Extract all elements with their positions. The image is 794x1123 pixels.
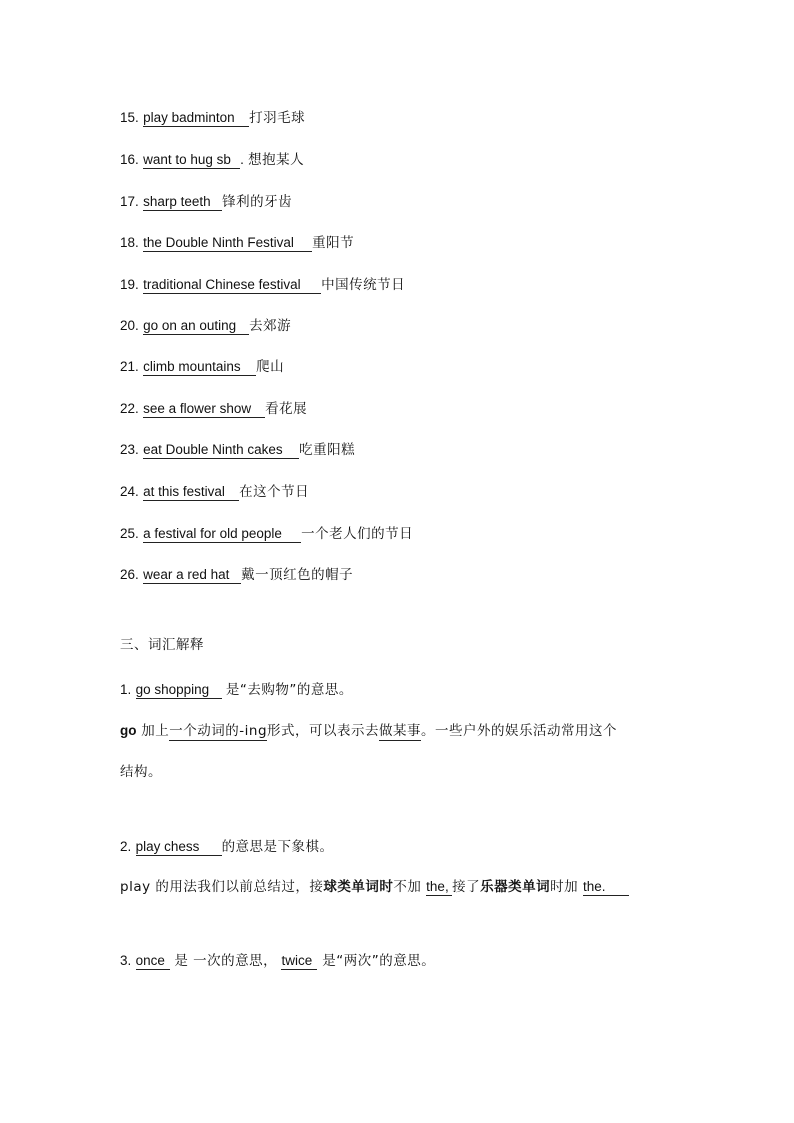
item-number: 1.	[120, 682, 132, 697]
vocab-chinese: 爬山	[256, 359, 285, 375]
blank-answer: 做某事	[379, 723, 422, 739]
vocab-chinese: 想抱某人	[248, 152, 305, 168]
vocab-item	[120, 565, 353, 585]
vocab-number: 21.	[120, 359, 139, 374]
vocab-item	[120, 482, 309, 502]
vocab-chinese: 在这个节日	[239, 484, 310, 500]
keyword-go: go	[120, 723, 137, 738]
vocab-english: a festival for old people	[143, 525, 301, 543]
vocab-english: the Double Ninth Festival	[143, 234, 312, 252]
item-number: 2.	[120, 839, 132, 854]
vocab-item	[120, 192, 292, 212]
paragraph-text: 是“两次”的意思。	[317, 953, 436, 969]
vocab-chinese: 看花展	[265, 401, 308, 417]
paragraph-text: 。一些户外的娱乐活动常用这个	[421, 723, 618, 739]
term-blank: go shopping	[136, 681, 222, 699]
vocab-english: go on an outing	[143, 317, 249, 335]
vocab-item	[120, 275, 405, 295]
bold-phrase: 乐器类单词	[480, 879, 551, 895]
vocab-chinese: 去郊游	[249, 318, 292, 334]
vocab-number: 26.	[120, 567, 139, 582]
vocab-number: 18.	[120, 235, 139, 250]
vocab-period: .	[240, 152, 244, 167]
term-meaning: 是“去购物”的意思。	[225, 682, 353, 698]
paragraph-text: 形式，可以表示去	[267, 723, 380, 739]
vocab-chinese: 中国传统节日	[321, 277, 406, 293]
term-blank: once	[136, 952, 170, 970]
explanation-item-3	[120, 951, 435, 971]
vocab-chinese: 一个老人们的节日	[301, 526, 414, 542]
vocab-number: 15.	[120, 110, 139, 125]
vocab-number: 19.	[120, 277, 139, 292]
paragraph-text: 接了	[452, 879, 481, 895]
blank-answer: the,	[426, 878, 452, 896]
vocab-item	[120, 440, 355, 460]
blank-answer: 一个动词的-ing	[169, 723, 268, 739]
explanation-paragraph	[120, 721, 617, 741]
blank-answer: the.	[583, 878, 629, 896]
vocab-item	[120, 150, 304, 170]
vocab-english: play badminton	[143, 109, 249, 127]
vocab-number: 22.	[120, 401, 139, 416]
vocab-english: at this festival	[143, 483, 239, 501]
vocab-english: climb mountains	[143, 358, 256, 376]
vocab-number: 25.	[120, 526, 139, 541]
vocab-english: traditional Chinese festival	[143, 276, 321, 294]
term-meaning: 的意思是下象棋。	[221, 839, 334, 855]
paragraph-text: 结构。	[120, 764, 162, 780]
explanation-paragraph	[120, 877, 629, 897]
item-number: 3.	[120, 953, 132, 968]
paragraph-text: 不加	[393, 879, 427, 895]
vocab-english: eat Double Ninth cakes	[143, 441, 299, 459]
vocab-number: 20.	[120, 318, 139, 333]
vocab-english: wear a red hat	[143, 566, 241, 584]
term-blank: twice	[281, 952, 317, 970]
vocab-item	[120, 357, 284, 377]
vocab-item	[120, 108, 305, 128]
vocab-chinese: 吃重阳糕	[299, 442, 356, 458]
vocab-chinese: 重阳节	[312, 235, 355, 251]
paragraph-text: 加上	[136, 723, 170, 739]
vocab-english: sharp teeth	[143, 193, 222, 211]
explanation-item-2	[120, 837, 334, 857]
vocab-number: 17.	[120, 194, 139, 209]
vocab-item	[120, 233, 354, 253]
vocab-english: want to hug sb	[143, 151, 240, 169]
vocab-number: 23.	[120, 442, 139, 457]
vocab-chinese: 打羽毛球	[249, 110, 306, 126]
vocab-english: see a flower show	[143, 400, 265, 418]
paragraph-text: play 的用法我们以前总结过，接	[120, 879, 324, 895]
vocab-item	[120, 399, 307, 419]
vocab-chinese: 锋利的牙齿	[222, 194, 293, 210]
paragraph-text: 是 一次的意思，	[169, 953, 278, 969]
vocab-number: 16.	[120, 152, 139, 167]
section-heading: 三、词汇解释	[120, 637, 204, 653]
vocab-number: 24.	[120, 484, 139, 499]
vocab-item	[120, 316, 291, 336]
explanation-item-1	[120, 680, 353, 700]
bold-phrase: 球类单词时	[323, 879, 394, 895]
paragraph-text: 时加	[550, 879, 583, 895]
term-blank: play chess	[136, 838, 222, 856]
vocab-chinese: 戴一顶红色的帽子	[241, 567, 354, 583]
vocab-item	[120, 524, 413, 544]
